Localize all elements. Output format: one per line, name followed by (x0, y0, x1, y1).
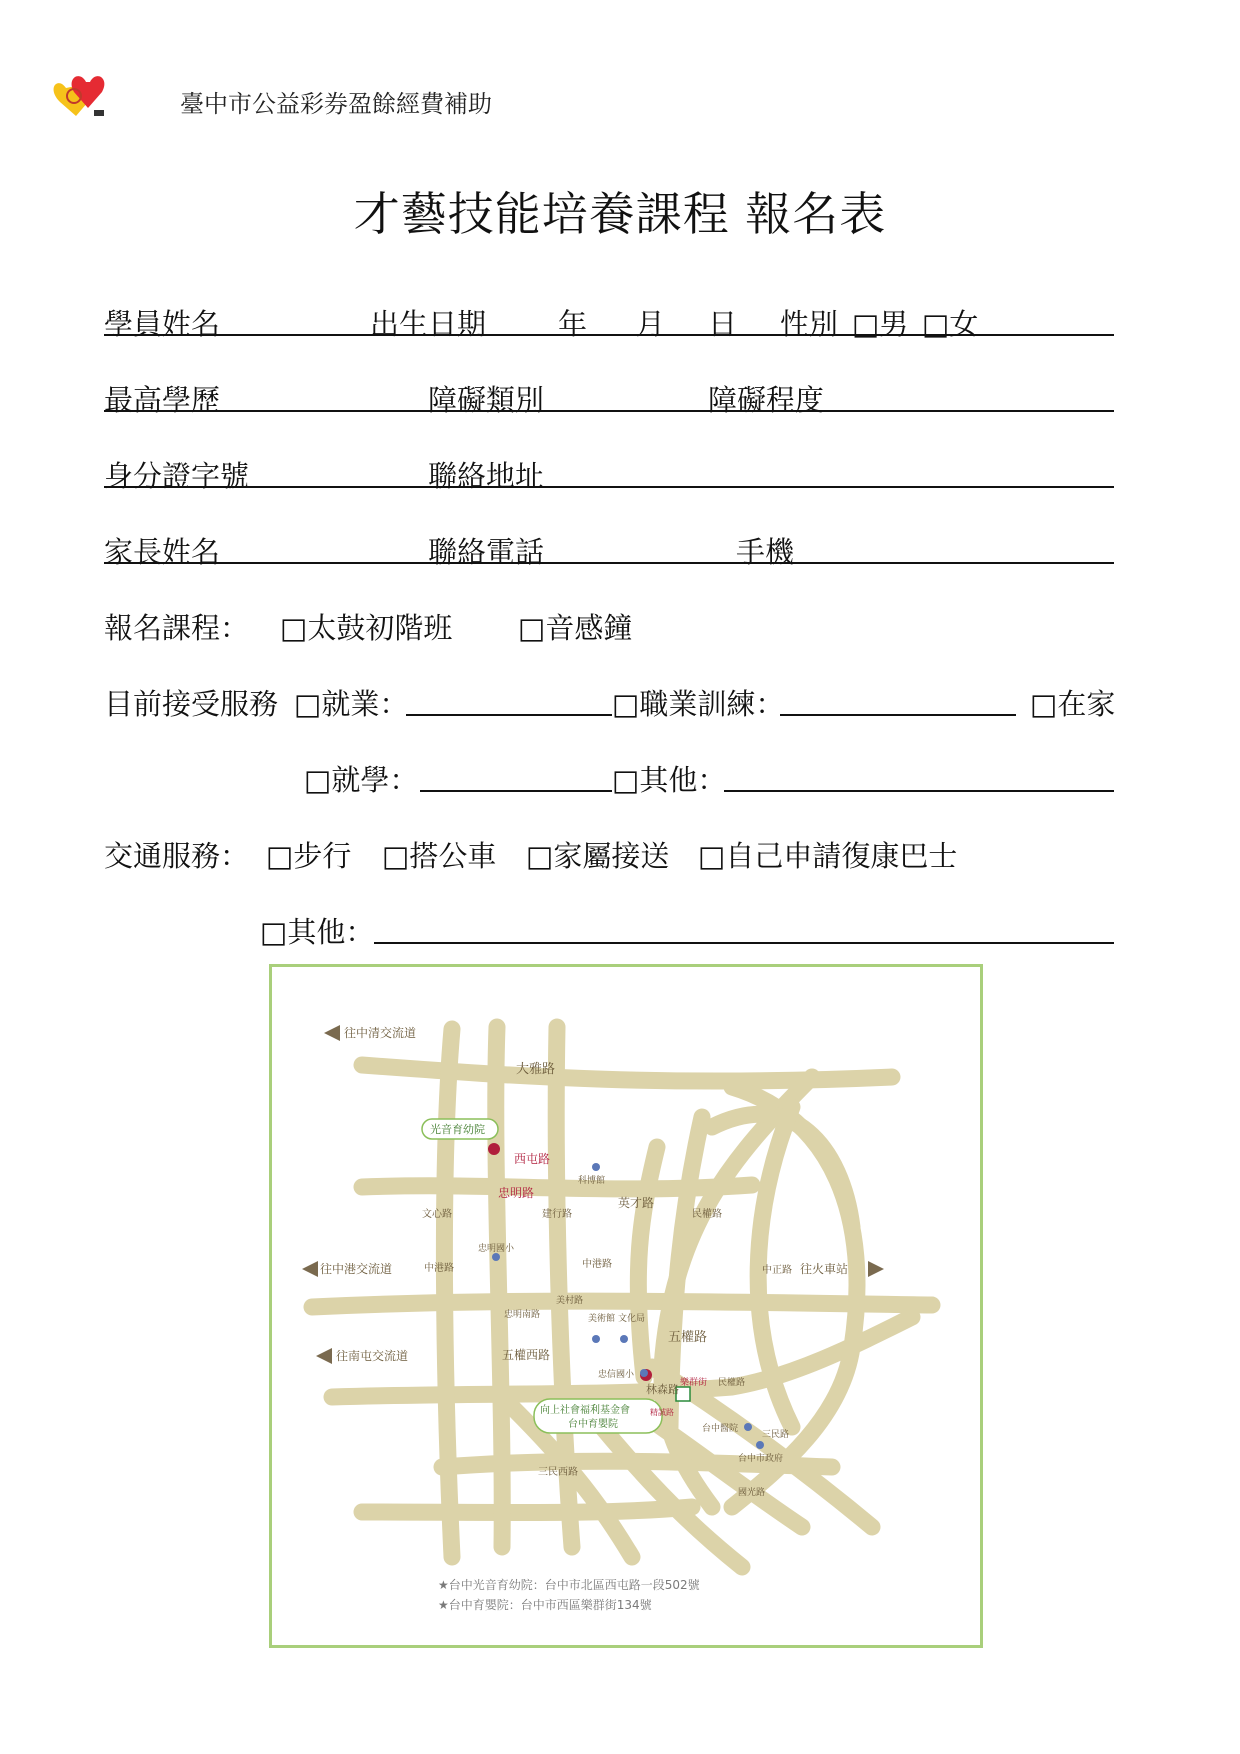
service-training-checkbox[interactable]: □職業訓練： (612, 687, 785, 721)
transport-label: 交通服務： (104, 839, 250, 873)
label-art: 美術館 (588, 1314, 616, 1324)
course-label: 報名課程： (104, 611, 250, 645)
bubble-foundation: 向上社會福利基金會 (540, 1405, 630, 1416)
service-home-checkbox[interactable]: □在家 (1030, 687, 1116, 721)
row-id (104, 454, 1114, 493)
header (52, 70, 492, 126)
road-yingcai (638, 1147, 657, 1377)
school-blank[interactable] (420, 790, 612, 792)
row-transport (104, 834, 1114, 873)
label-yingcai: 英才路 (618, 1196, 655, 1210)
label-xitun: 西屯路 (514, 1152, 551, 1166)
label-minquan: 民權路 (692, 1209, 722, 1220)
label-zhonggang-2: 中港路 (582, 1259, 612, 1270)
row-service (104, 682, 1116, 721)
row-service-2 (104, 758, 1114, 797)
road-lower (362, 1507, 692, 1513)
row-student (104, 302, 1114, 341)
mobile-label: 手機 (736, 535, 795, 569)
label-daya: 大雅路 (516, 1062, 556, 1077)
education-label: 最高學歷 (104, 383, 221, 417)
underline-row-1 (104, 334, 1114, 336)
map-drawing (272, 967, 980, 1645)
service-employed-checkbox[interactable]: □就業： (294, 687, 409, 721)
arrow-station-icon (868, 1261, 884, 1277)
dot-zhongxin-elem-icon (640, 1369, 648, 1377)
arrow-nantun-icon (316, 1348, 332, 1364)
parent-name-label: 家長姓名 (104, 535, 221, 569)
arrow-qingshui-icon (324, 1025, 340, 1041)
road-zhongming (496, 1027, 502, 1547)
label-to-station: 往火車站 (800, 1262, 849, 1276)
disability-level-label: 障礙程度 (708, 383, 825, 417)
label-zhongming-s: 忠明南路 (504, 1310, 541, 1320)
disability-type-label: 障礙類別 (428, 383, 545, 417)
form-title: 才藝技能培養課程 報名表 (353, 187, 887, 241)
row-course (104, 606, 1114, 645)
label-jiashou: 精誠路 (650, 1408, 674, 1417)
label-wenxin: 文心路 (422, 1209, 452, 1220)
dot-science-icon (592, 1163, 600, 1171)
service-other-checkbox[interactable]: □其他： (612, 763, 727, 797)
transport-family-checkbox[interactable]: □家屬接送 (526, 839, 670, 873)
service-other-blank[interactable] (724, 790, 1114, 792)
day-label: 日 (708, 307, 738, 341)
dot-zhongming-elem-icon (492, 1253, 500, 1261)
dot-culture-icon (620, 1335, 628, 1343)
service-school-checkbox[interactable]: □就學： (304, 763, 419, 797)
road-zhonggang (312, 1301, 932, 1307)
bubble-infant-home: 台中育嬰院 (568, 1419, 618, 1430)
lottery-logo (52, 70, 122, 126)
male-checkbox[interactable]: □男 (852, 307, 909, 341)
row-parent (104, 530, 1114, 569)
transport-rehab-bus-checkbox[interactable]: □自己申請復康巴士 (698, 839, 958, 873)
label-jianxing: 建行路 (542, 1209, 572, 1220)
birth-date-label: 出生日期 (370, 307, 487, 341)
label-wuquan-w: 五權西路 (502, 1348, 551, 1362)
label-zhonggang: 中港路 (424, 1263, 454, 1274)
underline-row-2 (104, 410, 1114, 412)
address-guangyin: ★台中光音育幼院：台中市北區西屯路一段502號 (438, 1578, 700, 1592)
row-education (104, 378, 1114, 417)
address-label: 聯絡地址 (428, 459, 545, 493)
underline-row-3 (104, 486, 1114, 488)
phone-label: 聯絡電話 (428, 535, 545, 569)
label-meicun: 美村路 (556, 1296, 584, 1306)
transport-other-checkbox[interactable]: □其他： (260, 915, 375, 949)
road-wuquan (332, 1317, 912, 1397)
label-zhongming: 忠明路 (498, 1186, 535, 1200)
student-name-label: 學員姓名 (104, 307, 221, 341)
label-lequn: 樂群街 (680, 1378, 708, 1388)
transport-walk-checkbox[interactable]: □步行 (266, 839, 352, 873)
location-map (269, 964, 983, 1648)
label-guoguang: 國光路 (738, 1488, 766, 1498)
employed-blank[interactable] (406, 714, 612, 716)
road-wenxin (444, 1029, 452, 1557)
underline-row-4 (104, 562, 1114, 564)
agency-name: 臺中市公益彩券盈餘經費補助 (180, 90, 492, 118)
arrow-gang-icon (302, 1261, 318, 1277)
label-city-gov: 台中市政府 (738, 1454, 784, 1464)
label-hospital: 台中醫院 (702, 1424, 739, 1434)
label-sanmin: 三民路 (762, 1430, 790, 1440)
label-sanmin-w: 三民西路 (538, 1467, 578, 1478)
year-label: 年 (558, 307, 588, 341)
id-number-label: 身分證字號 (104, 459, 250, 493)
label-to-qingshui: 往中清交流道 (344, 1026, 417, 1040)
label-to-nantun: 往南屯交流道 (336, 1349, 409, 1363)
label-to-gang: 往中港交流道 (320, 1262, 393, 1276)
service-label: 目前接受服務 (104, 687, 279, 721)
pin-guangyin-icon (488, 1143, 500, 1155)
bubble-guangyin: 光音育幼院 (430, 1123, 485, 1136)
course-taiko-checkbox[interactable]: □太鼓初階班 (280, 611, 453, 645)
label-zhongzheng: 中正路 (762, 1265, 792, 1276)
label-linsen: 林森路 (646, 1383, 679, 1396)
gender-label: 性別 (780, 307, 839, 341)
month-label: 月 (636, 307, 666, 341)
label-wuquan: 五權路 (668, 1330, 708, 1345)
label-zhongxin-elem: 忠信國小 (598, 1370, 635, 1380)
label-culture: 文化局 (618, 1314, 646, 1324)
female-checkbox[interactable]: □女 (922, 307, 979, 341)
row-transport-2 (104, 910, 1114, 949)
dot-art-icon (592, 1335, 600, 1343)
training-blank[interactable] (780, 714, 1016, 716)
label-science: 科博館 (578, 1176, 606, 1186)
transport-bus-checkbox[interactable]: □搭公車 (382, 839, 497, 873)
label-zhongming-elem: 忠明國小 (478, 1244, 515, 1254)
dot-hospital-icon (744, 1423, 752, 1431)
dot-city-gov-icon (756, 1441, 764, 1449)
course-handbell-checkbox[interactable]: □音感鐘 (518, 611, 633, 645)
address-infant-home: ★台中育嬰院：台中市西區樂群街134號 (438, 1598, 652, 1612)
roads (312, 1027, 932, 1567)
transport-other-blank[interactable] (374, 942, 1114, 944)
label-minquan-2: 民權路 (718, 1378, 746, 1388)
